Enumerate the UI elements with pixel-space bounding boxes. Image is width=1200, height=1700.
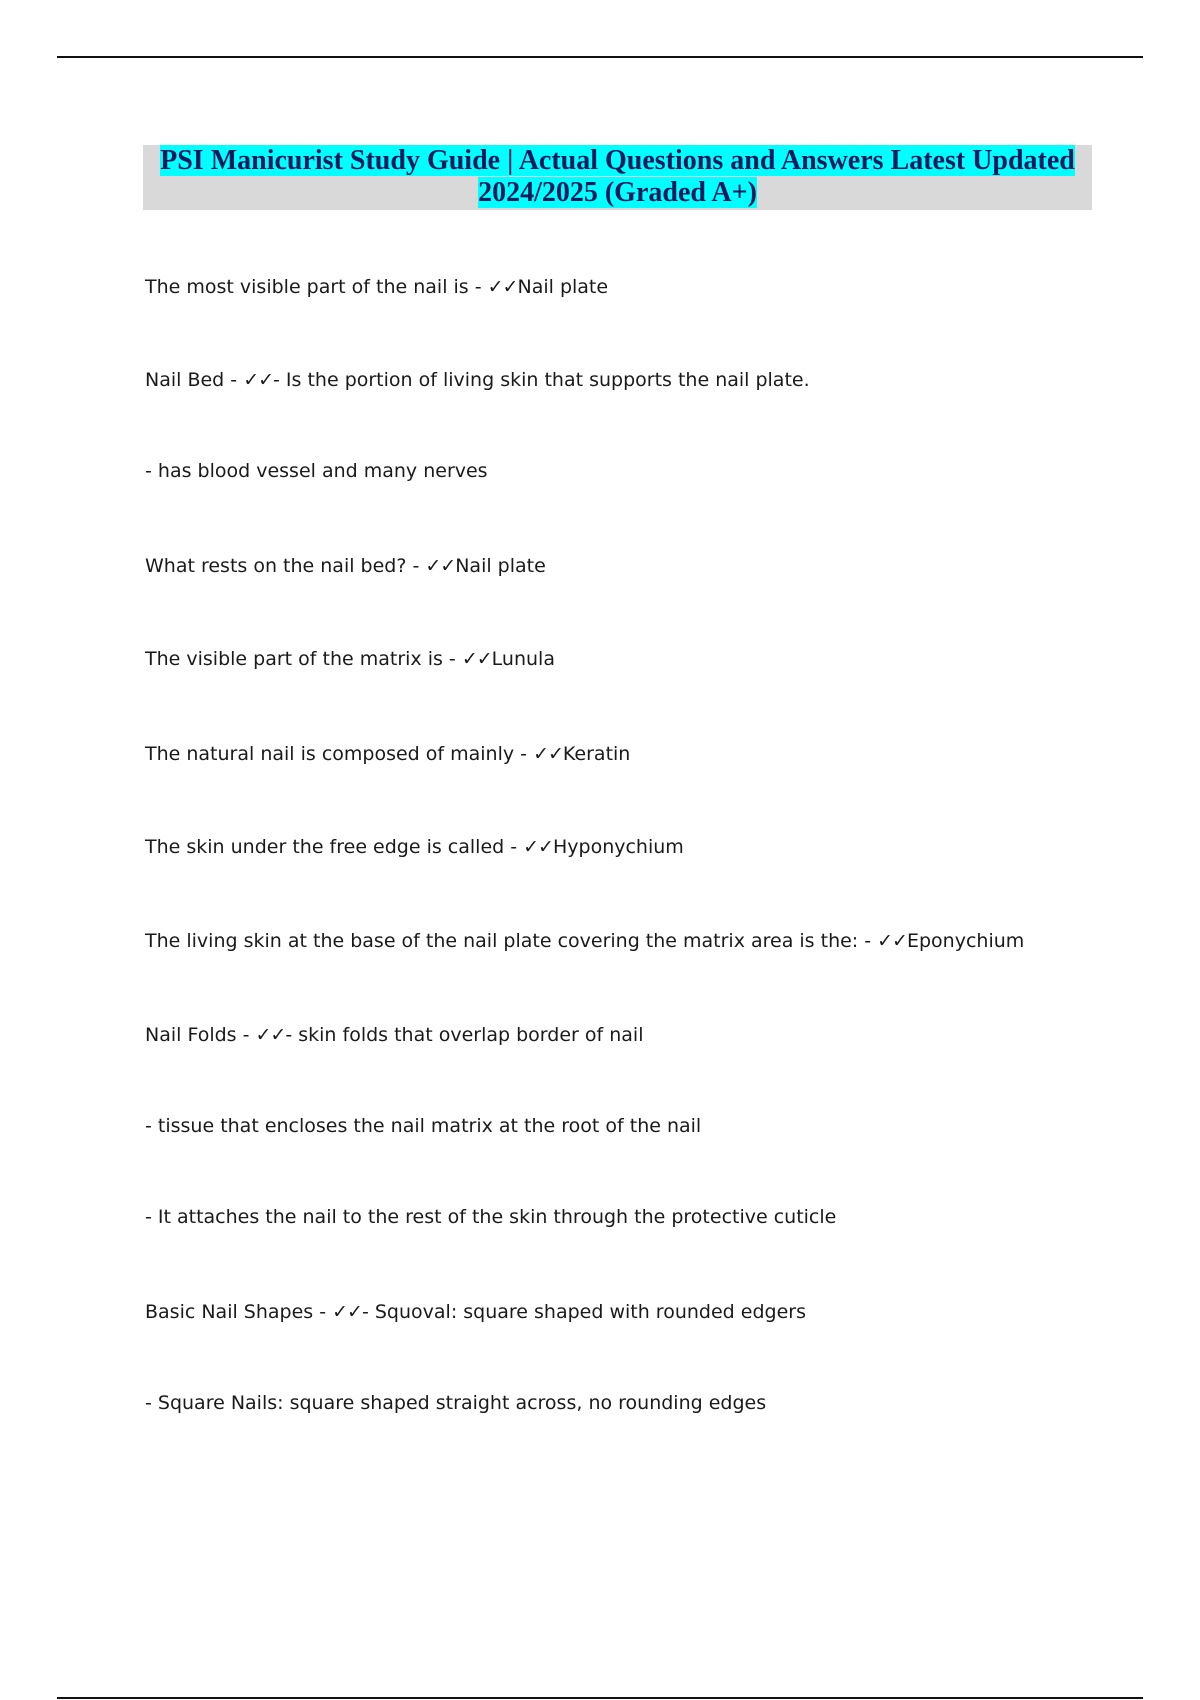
double-check-icon: ✓✓ [533, 743, 563, 765]
qa-item-skin-under-free-edge: The skin under the free edge is called - ✓✓Hyponychium [145, 836, 684, 858]
qa-item-living-skin-base: The living skin at the base of the nail plate covering the matrix area is the: - ✓✓Eponychium [145, 930, 1025, 952]
qa-item-attaches-nail: - It attaches the nail to the rest of the skin through the protective cuticle [145, 1206, 837, 1228]
qa-item-square-nails: - Square Nails: square shaped straight across, no rounding edges [145, 1392, 767, 1414]
qa-item-basic-nail-shapes: Basic Nail Shapes - ✓✓- Squoval: square shaped with rounded edgers [145, 1301, 806, 1323]
qa-item-most-visible-part: The most visible part of the nail is - ✓✓Nail plate [145, 276, 609, 298]
qa-item-nail-folds: Nail Folds - ✓✓- skin folds that overlap border of nail [145, 1024, 644, 1046]
qa-item-tissue-encloses: - tissue that encloses the nail matrix at the root of the nail [145, 1115, 702, 1137]
bottom-rule [57, 1697, 1143, 1699]
double-check-icon: ✓✓ [255, 1024, 286, 1046]
double-check-icon: ✓✓ [877, 930, 907, 952]
qa-item-rests-on-nail-bed: What rests on the nail bed? - ✓✓Nail plate [145, 555, 546, 577]
double-check-icon: ✓✓ [461, 648, 492, 670]
double-check-icon: ✓✓ [523, 836, 553, 858]
qa-item-nail-bed: Nail Bed - ✓✓- Is the portion of living skin that supports the nail plate. [145, 369, 810, 391]
double-check-icon: ✓✓ [332, 1301, 362, 1323]
double-check-icon: ✓✓ [487, 276, 518, 298]
qa-item-blood-vessel: - has blood vessel and many nerves [145, 460, 488, 482]
double-check-icon: ✓✓ [425, 555, 456, 577]
qa-item-visible-matrix: The visible part of the matrix is - ✓✓Lunula [145, 648, 555, 670]
document-title-block [143, 145, 1092, 210]
top-rule [57, 56, 1143, 58]
double-check-icon: ✓✓ [243, 369, 274, 391]
title-line-1: PSI Manicurist Study Guide | Actual Questions and Answers Latest Updated [160, 145, 1075, 176]
title-line-2: 2024/2025 (Graded A+) [478, 177, 757, 208]
qa-item-natural-nail: The natural nail is composed of mainly - ✓✓Keratin [145, 743, 631, 765]
document-title [143, 145, 1092, 209]
